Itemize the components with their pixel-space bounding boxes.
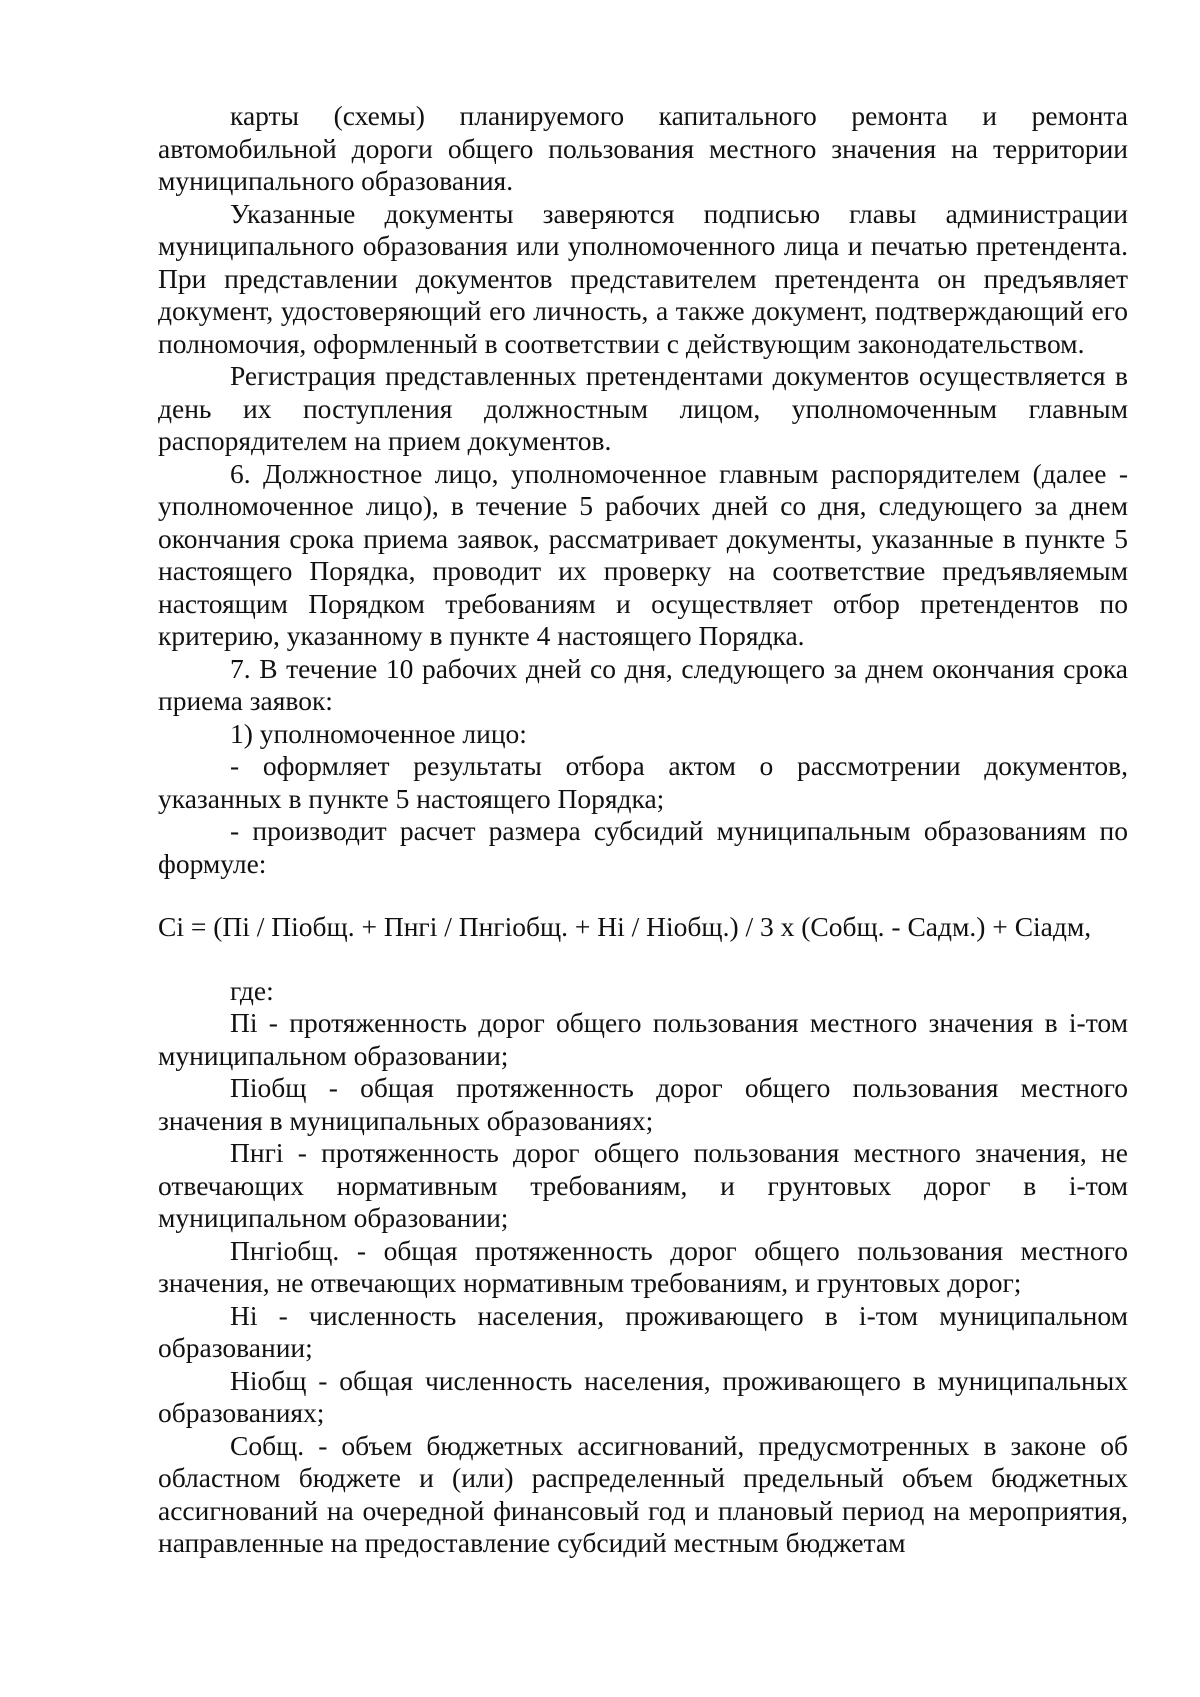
paragraph-maps-scheme: карты (схемы) планируемого капитального ремонта и ремонта автомобильной дороги общего пользования местного значения на территории муниципального образования. [158, 100, 1128, 196]
paragraph-dash-calculation: - производит расчет размера субсидий муниципальным образованиям по формуле: [158, 815, 1128, 879]
definition-pngi-total: Пнгiобщ. - общая протяженность дорог общего пользования местного значения, не отвечающих нормативным требованиям, и грунтовых дорог; [158, 1234, 1128, 1298]
paragraph-dash-act: - оформляет результаты отбора актом о рассмотрении документов, указанных в пункте 5 настоящего Порядка; [158, 750, 1128, 814]
definition-ni: Нi - численность населения, проживающего в i-том муниципальном образовании; [158, 1299, 1128, 1363]
definition-ni-total: Нiобщ - общая численность населения, проживающего в муниципальных образованиях; [158, 1364, 1128, 1428]
definition-pi: Пi - протяженность дорог общего пользования местного значения в i-том муниципальном образовании; [158, 1007, 1128, 1071]
subsidy-formula: Сi = (Пi / Пiобщ. + Пнгi / Пнгiобщ. + Нi / Нiобщ.) / 3 х (Собщ. - Садм.) + Сiадм, [158, 911, 1092, 942]
document-page [158, 100, 1128, 1560]
paragraph-documents-certification: Указанные документы заверяются подписью главы администрации муниципального образования или уполномоченного лица и печатью претендента. При представлении документов представителем претендента он предъявляет документ, удостоверяющий его личность, а также документ, подтверждающий его полномочия, оформленный в соответствии с действующим законодательством. [158, 197, 1128, 359]
definition-pngi: Пнгi - протяженность дорог общего пользования местного значения, не отвечающих нормативным требованиям, и грунтовых дорог в i-том муниципальном образовании; [158, 1137, 1128, 1233]
paragraph-item-6: 6. Должностное лицо, уполномоченное главным распорядителем (далее - уполномоченное лицо), в течение 5 рабочих дней со дня, следующего за днем окончания срока приема заявок, рассматривает документы, указанные в пункте 5 настоящего Порядка, проводит их проверку на соответствие предъявляемым настоящим Порядком требованиям и осуществляет отбор претендентов по критерию, указанному в пункте 4 настоящего Порядка. [158, 457, 1128, 651]
paragraph-subitem-1: 1) уполномоченное лицо: [230, 717, 527, 749]
definition-pi-total: Пiобщ - общая протяженность дорог общего пользования местного значения в муниципальных образованиях; [158, 1072, 1128, 1136]
where-label: где: [230, 974, 274, 1006]
paragraph-item-7: 7. В течение 10 рабочих дней со дня, следующего за днем окончания срока приема заявок: [158, 652, 1128, 716]
paragraph-registration: Регистрация представленных претендентами документов осуществляется в день их поступления должностным лицом, уполномоченным главным распорядителем на прием документов. [158, 360, 1128, 456]
definition-s-total: Собщ. - объем бюджетных ассигнований, предусмотренных в законе об областном бюджете и (или) распределенный предельный объем бюджетных ассигнований на очередной финансовый год и плановый период на мероприятия, направленные на предоставление субсидий местным бюджетам [158, 1429, 1128, 1558]
